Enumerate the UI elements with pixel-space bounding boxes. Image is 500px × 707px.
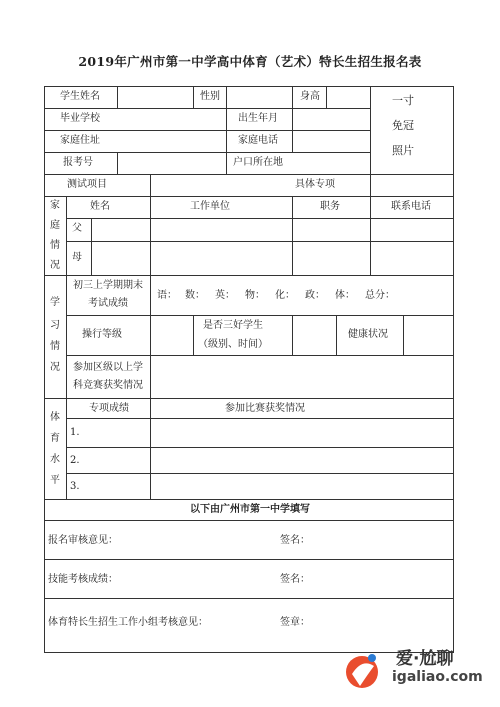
birth-label: 出生年月 bbox=[238, 113, 278, 124]
school-label: 毕业学校 bbox=[60, 113, 100, 124]
family-header-name: 姓名 bbox=[90, 201, 110, 212]
registration-review-label: 报名审核意见： bbox=[48, 535, 118, 546]
merit-label-line1: 是否三好学生 bbox=[203, 320, 263, 331]
group-review-label: 体育特长生招生工作小组考核意见： bbox=[48, 617, 208, 628]
height-label: 身高 bbox=[300, 91, 320, 102]
father-label: 父 bbox=[72, 223, 82, 234]
student-name-label: 学生姓名 bbox=[60, 91, 100, 102]
exam-label-line2: 考试成绩 bbox=[88, 298, 128, 309]
test-item-label: 测试项目 bbox=[67, 179, 107, 190]
conduct-label: 操行等级 bbox=[82, 329, 122, 340]
hukou-label: 户口所在地 bbox=[233, 157, 283, 168]
watermark-url: igaliao.com bbox=[392, 669, 483, 685]
skill-sign-label: 签名： bbox=[280, 574, 310, 585]
family-header-phone: 联系电话 bbox=[391, 201, 431, 212]
sports-item-3: 3. bbox=[70, 481, 80, 492]
document-title: 2019年广州市第一中学高中体育（艺术）特长生招生报名表 bbox=[78, 54, 422, 69]
skill-score-label: 技能考核成绩： bbox=[48, 574, 118, 585]
contest-label-line1: 参加区级以上学 bbox=[73, 362, 143, 373]
sports-awards-label: 参加比赛获奖情况 bbox=[225, 403, 305, 414]
registration-sign-label: 签名： bbox=[280, 535, 310, 546]
photo-line-3: 照片 bbox=[392, 144, 414, 157]
exam-label-line1: 初三上学期期末 bbox=[73, 280, 143, 291]
contest-label-line2: 科竞赛获奖情况 bbox=[73, 380, 143, 391]
family-header-title: 职务 bbox=[320, 201, 340, 212]
sports-item-1: 1. bbox=[70, 427, 80, 438]
group-seal-label: 签章： bbox=[280, 617, 310, 628]
exam-number-label: 报考号 bbox=[63, 157, 93, 168]
health-label: 健康状况 bbox=[348, 329, 388, 340]
phone-label: 家庭电话 bbox=[238, 135, 278, 146]
sports-item-2: 2. bbox=[70, 455, 80, 466]
merit-label-line2: （级别、时间） bbox=[198, 339, 268, 350]
photo-line-2: 免冠 bbox=[392, 119, 414, 132]
sports-score-label: 专项成绩 bbox=[89, 403, 129, 414]
address-label: 家庭住址 bbox=[60, 135, 100, 146]
specialty-label: 具体专项 bbox=[295, 179, 335, 190]
gender-label: 性别 bbox=[200, 91, 220, 102]
family-header-work: 工作单位 bbox=[190, 201, 230, 212]
watermark-brand-text: 爱·尬聊 bbox=[396, 649, 454, 669]
photo-line-1: 一寸 bbox=[392, 94, 414, 107]
school-section-header: 以下由广州市第一中学填写 bbox=[190, 504, 310, 515]
mother-label: 母 bbox=[72, 252, 82, 263]
